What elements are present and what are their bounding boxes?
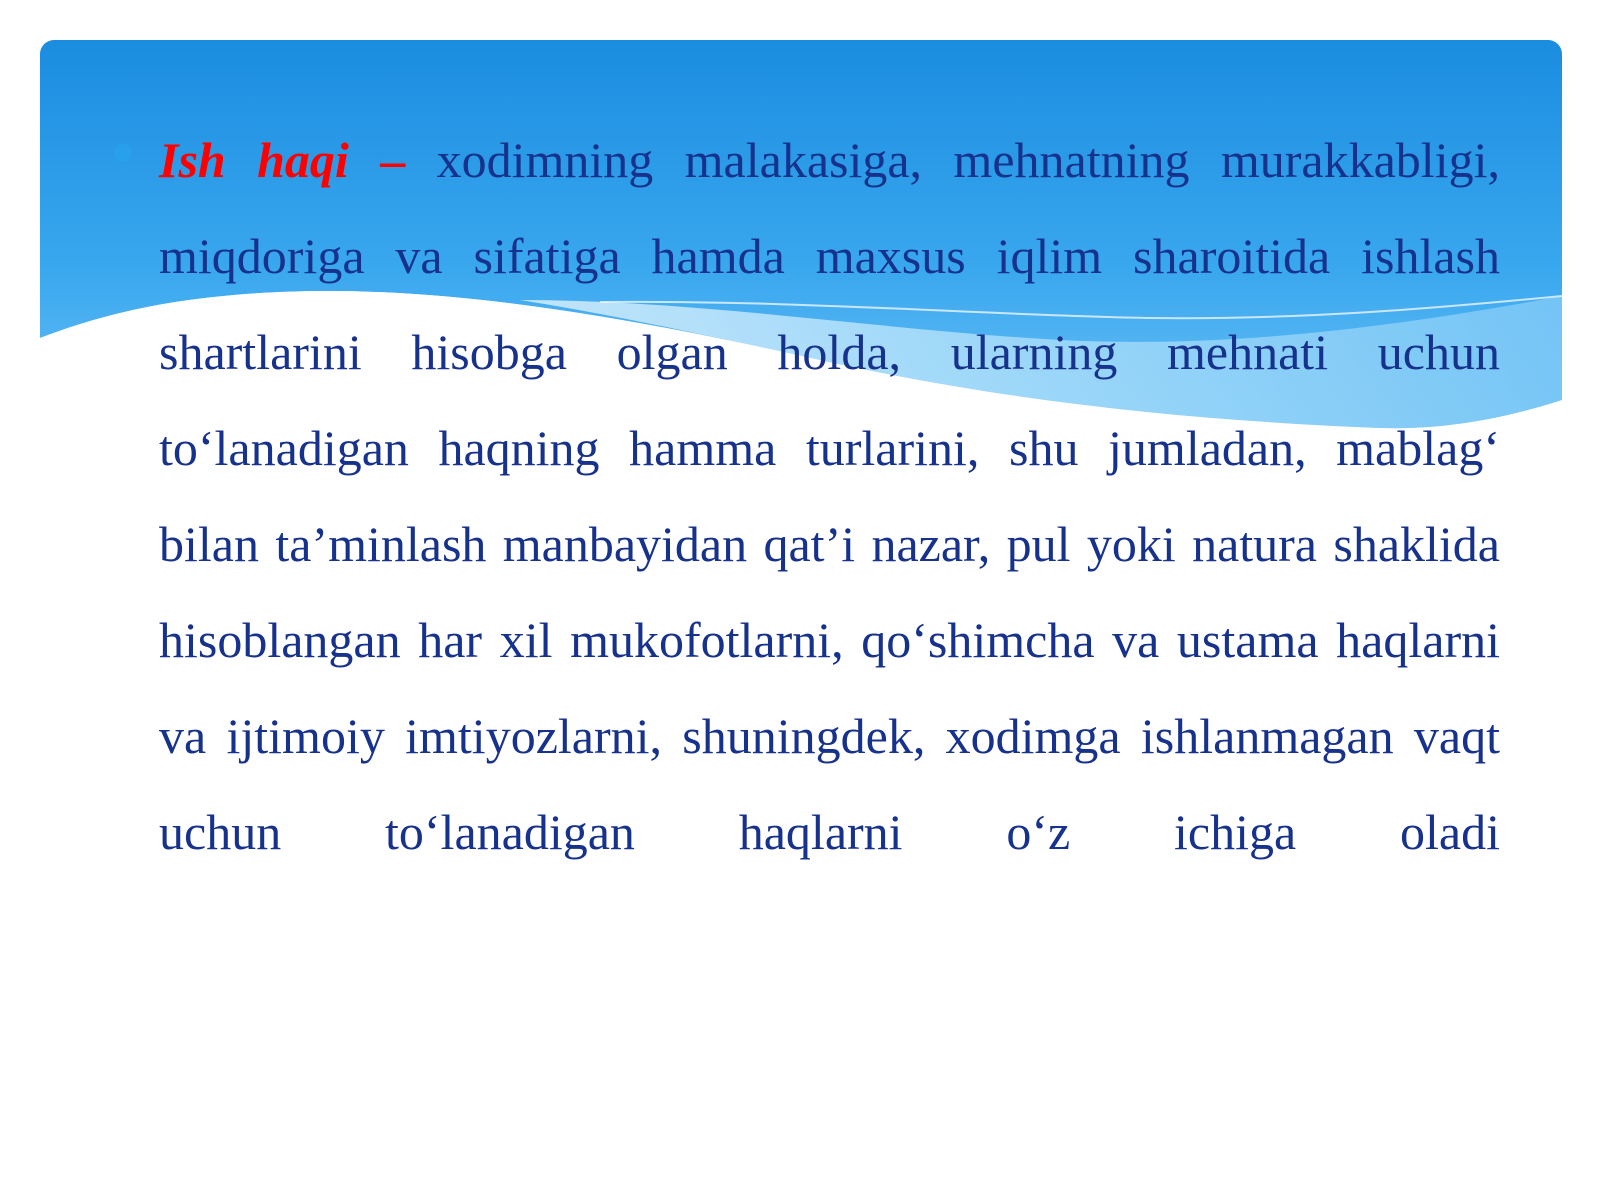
definition-paragraph: [159, 112, 1500, 880]
term-dash: –: [348, 132, 406, 188]
term-label: Ish haqi: [159, 132, 349, 188]
definition-text: xodimning malakasiga, mehnatning murakkabligi, miqdoriga va sifatiga hamda maxsus iqlim sharoitida ishlash shartlarini hisobga olgan holda, ularning mehnati uchun to‘lanadigan haqning hamma turlarini, shu jumladan, mablag‘ bilan ta’minlash manbayidan qat’i nazar, pul yoki natura shaklida hisoblangan har xil mukofotlarni, qo‘shimcha va ustama haqlarni va ijtimoiy imtiyozlarni, shuningdek, xodimga ishlanmagan vaqt uchun to‘lanadigan haqlarni o‘z ichiga oladi: [159, 132, 1500, 860]
bullet-icon: [114, 144, 132, 162]
